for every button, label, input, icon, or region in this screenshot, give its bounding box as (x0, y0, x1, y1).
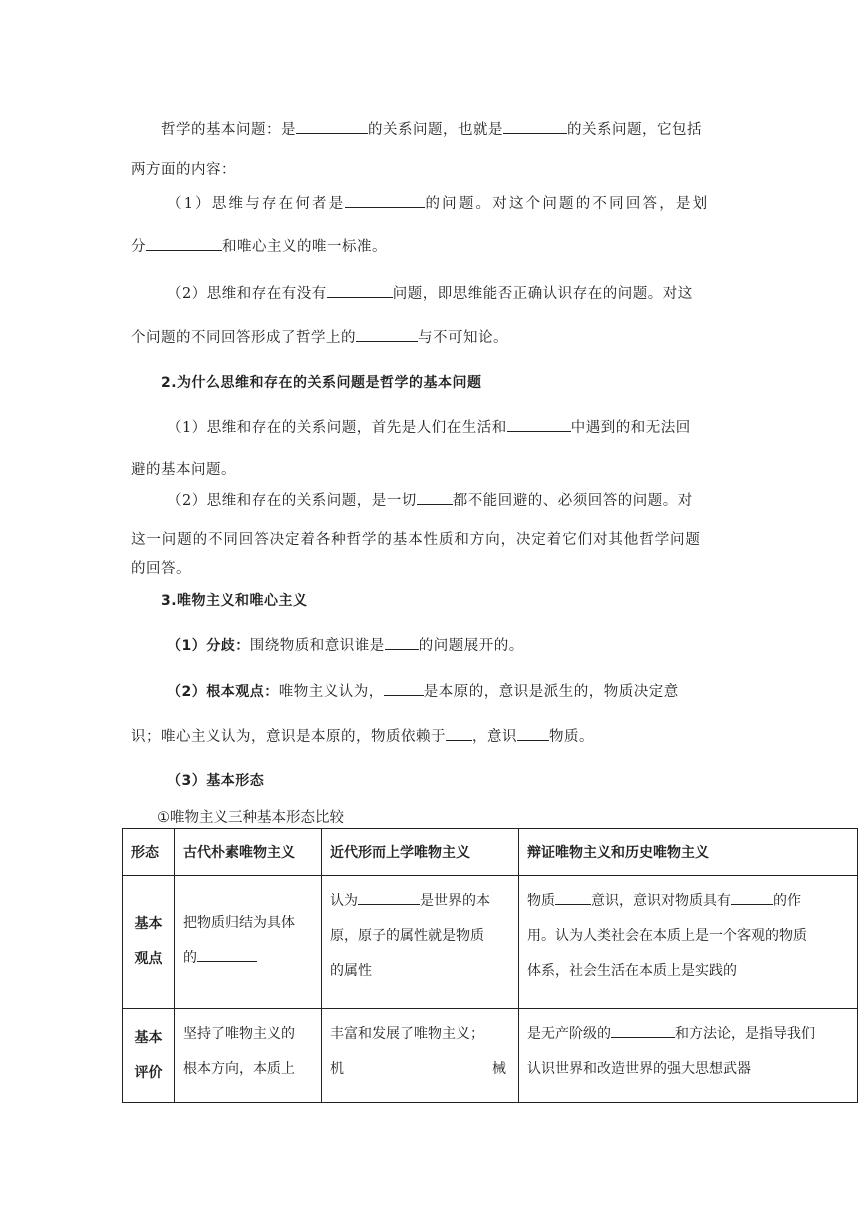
header-cell: 形态 (123, 829, 175, 876)
text: 都不能回避的、必须回答的问题。对 (452, 493, 693, 509)
paragraph-reason2-line2: 这一问题的不同回答决定着各种哲学的基本性质和方向，决定着它们对其他哲学问题 (131, 532, 701, 548)
comparison-table (122, 828, 858, 1103)
paragraph-point2-line2 (131, 326, 729, 347)
fill-blank[interactable] (327, 284, 393, 298)
text: 原，原子的属性就是物质 (330, 928, 484, 944)
text: 物质 (527, 893, 555, 909)
text: 和方法论，是指导我们 (675, 1026, 815, 1042)
table-cell (322, 876, 519, 1009)
header-cell: 古代朴素唯物主义 (175, 829, 322, 876)
label: （2）根本观点： (167, 684, 279, 700)
text: （2）思维和存在的关系问题，是一切 (167, 493, 417, 509)
header-cell: 辩证唯物主义和历史唯物主义 (519, 829, 858, 876)
table-row (123, 876, 858, 1009)
row-head-viewpoint (123, 876, 175, 1009)
header-cell: 近代形而上学唯物主义 (322, 829, 519, 876)
paragraph-reason2-line1 (131, 489, 765, 510)
table-cell (519, 1009, 858, 1103)
text: 是无产阶级的 (527, 1026, 611, 1042)
text: 个问题的不同回答形成了哲学上的 (131, 330, 356, 346)
table-title: ①唯物主义三种基本形态比较 (157, 810, 344, 826)
text: 识；唯心主义认为，意识是本原的，物质依赖于 (131, 729, 446, 745)
text: 械 (492, 1061, 506, 1077)
fill-blank[interactable] (197, 948, 257, 962)
label: （1）分歧： (167, 638, 250, 654)
text: 意识，意识对物质具有 (591, 893, 731, 909)
paragraph-reason1-line1 (131, 416, 765, 437)
fill-blank[interactable] (446, 727, 472, 741)
fill-blank[interactable] (296, 120, 368, 134)
table-cell (322, 1009, 519, 1103)
paragraph-point1-line2 (131, 235, 729, 256)
fill-blank[interactable] (146, 237, 222, 251)
fill-blank[interactable] (731, 891, 773, 905)
text: 围绕物质和意识谁是 (249, 638, 385, 654)
section-heading-2: 2.为什么思维和存在的关系问题是哲学的基本问题 (161, 375, 482, 391)
text: 和唯心主义的唯一标准。 (222, 239, 387, 255)
justified-line (330, 1052, 512, 1087)
text: 体系，社会生活在本质上是实践的 (527, 963, 737, 979)
text: 基本 (134, 1029, 163, 1046)
fill-blank[interactable] (503, 120, 567, 134)
text: 认识世界和改造世界的强大思想武器 (527, 1061, 751, 1077)
paragraph-point2-line1 (131, 282, 765, 303)
paragraph-basic-question-line1 (131, 118, 759, 139)
text: 的关系问题，它包括 (567, 122, 702, 138)
text: 物质。 (549, 729, 594, 745)
paragraph-reason1-line2: 避的基本问题。 (131, 462, 236, 478)
text: 分 (131, 239, 146, 255)
text: 哲学的基本问题：是 (161, 122, 296, 138)
text: 的 (183, 950, 197, 966)
text: 中遇到的和无法回 (570, 420, 691, 436)
fill-blank[interactable] (358, 891, 420, 905)
paragraph-divergence (131, 634, 765, 655)
text: 把物质归结为具体 (183, 915, 295, 931)
fill-blank[interactable] (385, 636, 419, 650)
text: 两方面的内容： (131, 162, 236, 178)
text: 的属性 (330, 963, 372, 979)
text: ，意识 (472, 729, 517, 745)
text: 与不可知论。 (418, 330, 508, 346)
text: 的问题。对这个问题的不同回答，是划 (425, 196, 710, 212)
text: 的问题展开的。 (418, 638, 524, 654)
text: 认为 (330, 893, 358, 909)
text: 根本方向，本质上 (183, 1061, 295, 1077)
fill-blank[interactable] (611, 1024, 675, 1038)
text: （1）思维与存在何者是 (167, 196, 346, 212)
fill-blank[interactable] (555, 891, 591, 905)
fill-blank[interactable] (417, 491, 453, 505)
table-cell (519, 876, 858, 1009)
text: 评价 (134, 1064, 163, 1081)
text: 的关系问题，也就是 (368, 122, 503, 138)
text: 是本原的，意识是派生的，物质决定意 (423, 684, 679, 700)
row-head-evaluation (123, 1009, 175, 1103)
fill-blank[interactable] (356, 328, 418, 342)
paragraph-point1-line1 (131, 192, 765, 213)
fill-blank[interactable] (507, 418, 571, 432)
paragraph-basic-question-line2 (131, 158, 729, 179)
text: 唯物主义认为， (278, 684, 384, 700)
text: 用。认为人类社会在本质上是一个客观的物质 (527, 928, 807, 944)
paragraph-reason2-line3: 的回答。 (131, 561, 191, 577)
paragraph-viewpoint-line2 (131, 725, 729, 746)
text: 观点 (134, 951, 163, 967)
table-header-row (123, 829, 858, 876)
text: 基本 (134, 916, 163, 932)
table-cell (175, 1009, 322, 1103)
text: 的作 (773, 893, 801, 909)
text: 机 (330, 1061, 344, 1077)
paragraph-basic-forms: （3）基本形态 (167, 773, 265, 789)
text: （2）思维和存在有没有 (167, 286, 327, 302)
text: 丰富和发展了唯物主义； (330, 1026, 484, 1042)
table-row (123, 1009, 858, 1103)
paragraph-viewpoint-line1 (131, 680, 765, 701)
text: 是世界的本 (420, 893, 490, 909)
text: 坚持了唯物主义的 (183, 1026, 295, 1042)
text: （1）思维和存在的关系问题，首先是人们在生活和 (167, 420, 507, 436)
fill-blank[interactable] (384, 682, 424, 696)
fill-blank[interactable] (517, 727, 549, 741)
section-heading-3: 3.唯物主义和唯心主义 (161, 593, 308, 609)
text: 问题，即思维能否正确认识存在的问题。对这 (392, 286, 693, 302)
table-cell (175, 876, 322, 1009)
fill-blank[interactable] (345, 194, 425, 208)
